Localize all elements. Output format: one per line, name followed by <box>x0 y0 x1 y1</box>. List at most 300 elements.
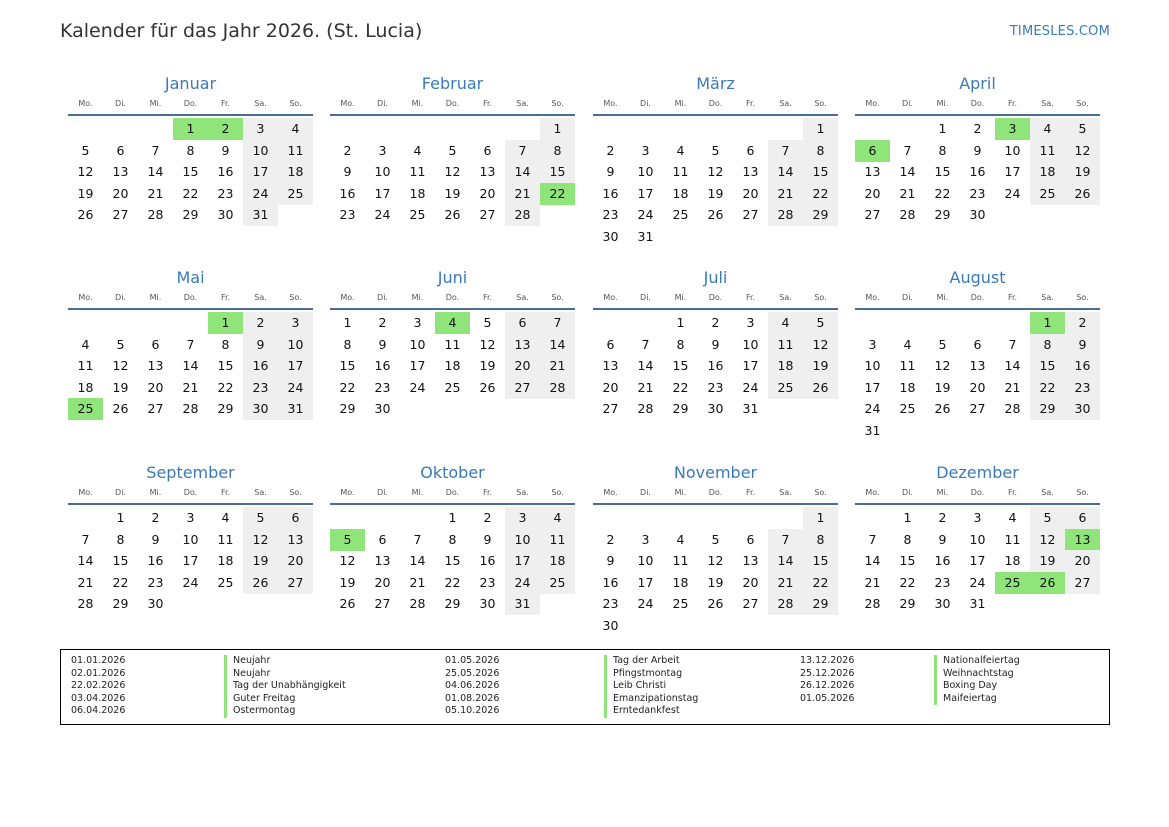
day-cell: 17 <box>505 550 540 572</box>
weekday-label: Di. <box>377 293 388 302</box>
day-cell: 12 <box>707 553 724 569</box>
day-cell: 8 <box>186 142 195 158</box>
weekday-label: Do. <box>708 488 723 497</box>
day-cell: 4 <box>1008 510 1017 525</box>
day-cell: 4 <box>278 118 313 140</box>
weekday-header <box>593 290 838 306</box>
day-cell: 31 <box>969 596 986 612</box>
weekday-label: Do. <box>183 293 198 302</box>
day-cell: 4 <box>81 336 90 352</box>
day-cell: 7 <box>641 336 650 352</box>
day-cell: 3 <box>186 510 195 525</box>
weekday-label: Mo. <box>865 293 880 302</box>
weekday-label: Fr. <box>745 293 756 302</box>
weekday-label: Sa. <box>1041 293 1054 302</box>
day-cell: 3 <box>641 531 650 547</box>
weekday-label: Mi. <box>411 293 424 302</box>
day-cell: 29 <box>112 596 129 612</box>
day-cell: 12 <box>243 529 278 551</box>
day-cell: 23 <box>479 574 496 590</box>
day-cell: 30 <box>217 207 234 223</box>
day-cell: 10 <box>637 164 654 180</box>
holiday-day: 5 <box>330 529 365 551</box>
weekday-header <box>855 290 1100 306</box>
weekday-label: So. <box>289 99 302 108</box>
day-cell: 10 <box>969 531 986 547</box>
day-cell: 17 <box>864 379 881 395</box>
weekday-label: Do. <box>708 293 723 302</box>
day-cell: 7 <box>81 531 90 547</box>
day-cell: 26 <box>707 207 724 223</box>
holiday-date: 03.04.2026 <box>71 692 126 704</box>
weekday-label: Sa. <box>516 293 529 302</box>
month-title: April <box>959 74 996 93</box>
day-cell: 11 <box>1030 140 1065 162</box>
weekday-label: Mo. <box>865 99 880 108</box>
day-cell: 16 <box>217 164 234 180</box>
holiday-name: Nationalfeiertag <box>943 655 1020 666</box>
day-cell: 26 <box>339 596 356 612</box>
weekday-label: Mo. <box>78 488 93 497</box>
day-cell: 21 <box>768 183 803 205</box>
day-cell: 2 <box>938 510 947 525</box>
holiday-name: Neujahr <box>233 655 271 666</box>
day-cell: 19 <box>444 185 461 201</box>
day-cell: 6 <box>378 531 387 547</box>
day-cell: 23 <box>243 377 278 399</box>
day-cell: 23 <box>602 207 619 223</box>
holiday-day: 26 <box>1030 572 1065 594</box>
day-cell: 12 <box>934 358 951 374</box>
day-cell: 19 <box>707 185 724 201</box>
day-cell: 12 <box>479 336 496 352</box>
day-cell: 15 <box>112 553 129 569</box>
day-cell: 13 <box>112 164 129 180</box>
day-cell: 24 <box>637 207 654 223</box>
weekday-label: Fr. <box>1007 488 1018 497</box>
day-cell: 8 <box>676 336 685 352</box>
weekday-label: Do. <box>183 488 198 497</box>
day-cell: 25 <box>278 183 313 205</box>
day-cell: 1 <box>903 510 912 525</box>
weekday-label: Fr. <box>482 293 493 302</box>
day-cell: 17 <box>374 185 391 201</box>
day-cell: 18 <box>768 355 803 377</box>
holiday-date: 04.06.2026 <box>445 680 500 692</box>
day-cell: 13 <box>602 358 619 374</box>
day-cell: 27 <box>278 572 313 594</box>
day-cell: 19 <box>339 574 356 590</box>
day-cell: 16 <box>602 185 619 201</box>
day-cell: 9 <box>606 164 615 180</box>
day-cell: 5 <box>483 315 492 330</box>
day-grid <box>855 312 1100 442</box>
day-cell: 30 <box>707 401 724 417</box>
day-cell: 23 <box>217 185 234 201</box>
weekday-label: So. <box>289 293 302 302</box>
weekday-label: Di. <box>902 293 913 302</box>
day-cell: 13 <box>969 358 986 374</box>
day-cell: 4 <box>676 142 685 158</box>
day-cell: 6 <box>1065 507 1100 529</box>
day-cell: 11 <box>409 164 426 180</box>
day-cell: 16 <box>969 164 986 180</box>
day-cell: 20 <box>505 355 540 377</box>
holiday-date: 22.02.2026 <box>71 680 126 692</box>
day-cell: 6 <box>151 336 160 352</box>
weekday-label: Mi. <box>936 488 949 497</box>
brand-link[interactable]: TIMESLES.COM <box>1009 24 1110 39</box>
day-cell: 28 <box>540 377 575 399</box>
weekday-label: Mo. <box>78 99 93 108</box>
weekday-label: Do. <box>445 293 460 302</box>
month-divider <box>68 503 313 505</box>
day-cell: 18 <box>217 553 234 569</box>
day-grid <box>330 507 575 615</box>
month-title: Juni <box>437 268 468 287</box>
month-title: Februar <box>421 74 484 93</box>
weekday-label: Di. <box>115 293 126 302</box>
day-cell: 8 <box>803 140 838 162</box>
day-cell: 13 <box>374 553 391 569</box>
day-cell: 24 <box>374 207 391 223</box>
holiday-date: 05.10.2026 <box>445 705 500 717</box>
holiday-name: Pfingstmontag <box>613 667 683 679</box>
month-title: Januar <box>164 74 217 93</box>
holiday-day: 22 <box>540 183 575 205</box>
day-cell: 14 <box>1004 358 1021 374</box>
day-cell: 24 <box>505 572 540 594</box>
day-cell: 13 <box>742 164 759 180</box>
day-cell: 15 <box>803 161 838 183</box>
month-märz <box>593 74 838 248</box>
holiday-name: Emanzipationstag <box>613 692 699 704</box>
day-cell: 15 <box>803 550 838 572</box>
day-cell: 5 <box>243 507 278 529</box>
day-cell: 7 <box>540 312 575 334</box>
day-cell: 22 <box>217 379 234 395</box>
day-cell: 26 <box>1065 183 1100 205</box>
holiday-date: 13.12.2026 <box>800 655 855 666</box>
holiday-date: 01.05.2026 <box>445 655 500 666</box>
day-cell: 12 <box>707 164 724 180</box>
holiday-name: Ostermontag <box>233 705 296 717</box>
day-cell: 5 <box>711 142 720 158</box>
day-cell: 31 <box>278 398 313 420</box>
holiday-date: 01.05.2026 <box>800 692 855 704</box>
day-cell: 28 <box>864 596 881 612</box>
day-cell: 15 <box>217 358 234 374</box>
day-cell: 30 <box>147 596 164 612</box>
day-cell: 18 <box>672 185 689 201</box>
day-cell: 17 <box>1004 164 1021 180</box>
weekday-label: Mo. <box>603 99 618 108</box>
day-cell: 29 <box>182 207 199 223</box>
day-cell: 20 <box>742 185 759 201</box>
weekday-label: Di. <box>640 293 651 302</box>
month-divider <box>855 503 1100 505</box>
day-cell: 25 <box>672 596 689 612</box>
weekday-label: Di. <box>377 488 388 497</box>
day-cell: 11 <box>672 553 689 569</box>
day-cell: 14 <box>768 161 803 183</box>
day-cell: 11 <box>77 358 94 374</box>
day-cell: 3 <box>505 507 540 529</box>
month-title: Dezember <box>936 463 1019 482</box>
day-cell: 31 <box>637 229 654 244</box>
holiday-dates-column <box>71 655 125 718</box>
weekday-label: So. <box>551 293 564 302</box>
weekday-label: Mi. <box>411 99 424 108</box>
day-cell: 17 <box>969 553 986 569</box>
weekday-label: Mo. <box>603 293 618 302</box>
weekday-label: Do. <box>970 293 985 302</box>
day-cell: 18 <box>444 358 461 374</box>
holiday-name: Tag der Arbeit <box>613 655 680 666</box>
month-divider <box>330 308 575 310</box>
holiday-date: 25.12.2026 <box>800 667 855 679</box>
day-cell: 13 <box>505 334 540 356</box>
month-august <box>855 268 1100 442</box>
day-cell: 21 <box>77 574 94 590</box>
weekday-label: Mo. <box>865 488 880 497</box>
day-cell: 7 <box>868 531 877 547</box>
day-cell: 1 <box>803 118 838 140</box>
day-cell: 6 <box>505 312 540 334</box>
weekday-label: Mo. <box>340 99 355 108</box>
day-cell: 26 <box>707 596 724 612</box>
day-cell: 31 <box>243 204 278 226</box>
day-cell: 27 <box>505 377 540 399</box>
day-cell: 20 <box>479 185 496 201</box>
day-cell: 20 <box>742 574 759 590</box>
month-september <box>68 463 313 615</box>
day-cell: 26 <box>479 379 496 395</box>
day-cell: 26 <box>243 572 278 594</box>
day-cell: 23 <box>339 207 356 223</box>
day-cell: 9 <box>711 336 720 352</box>
weekday-label: Mo. <box>78 293 93 302</box>
weekday-label: Do. <box>445 99 460 108</box>
weekday-label: So. <box>814 293 827 302</box>
day-cell: 28 <box>147 207 164 223</box>
day-cell: 21 <box>182 379 199 395</box>
day-cell: 29 <box>672 401 689 417</box>
day-cell: 14 <box>77 553 94 569</box>
day-cell: 10 <box>278 334 313 356</box>
day-cell: 2 <box>151 510 160 525</box>
day-cell: 8 <box>803 529 838 551</box>
day-cell: 17 <box>637 185 654 201</box>
day-cell: 17 <box>182 553 199 569</box>
day-cell: 9 <box>343 164 352 180</box>
day-cell: 3 <box>641 142 650 158</box>
day-cell: 24 <box>1004 185 1021 201</box>
weekday-label: Mi. <box>674 99 687 108</box>
day-cell: 28 <box>768 593 803 615</box>
day-cell: 4 <box>540 507 575 529</box>
day-cell: 11 <box>1004 531 1021 547</box>
day-cell: 27 <box>1065 572 1100 594</box>
day-cell: 30 <box>934 596 951 612</box>
day-cell: 28 <box>77 596 94 612</box>
weekday-label: Mi. <box>411 488 424 497</box>
holiday-day: 1 <box>1030 312 1065 334</box>
day-cell: 5 <box>448 142 457 158</box>
day-cell: 24 <box>742 379 759 395</box>
day-cell: 10 <box>409 336 426 352</box>
day-grid <box>593 507 838 637</box>
day-cell: 15 <box>444 553 461 569</box>
day-cell: 21 <box>147 185 164 201</box>
day-cell: 28 <box>505 204 540 226</box>
day-cell: 30 <box>374 401 391 417</box>
day-cell: 23 <box>147 574 164 590</box>
weekday-label: Mi. <box>149 99 162 108</box>
day-cell: 2 <box>243 312 278 334</box>
weekday-header <box>68 96 313 112</box>
holiday-legend <box>60 649 1110 725</box>
holiday-date: 01.01.2026 <box>71 655 126 666</box>
weekday-label: Mi. <box>674 488 687 497</box>
day-cell: 25 <box>899 401 916 417</box>
day-cell: 5 <box>938 336 947 352</box>
day-cell: 27 <box>147 401 164 417</box>
day-grid <box>68 118 313 226</box>
weekday-label: Sa. <box>779 293 792 302</box>
weekday-label: So. <box>814 99 827 108</box>
day-cell: 17 <box>278 355 313 377</box>
day-cell: 22 <box>803 572 838 594</box>
holiday-day: 4 <box>435 312 470 334</box>
day-cell: 30 <box>1065 398 1100 420</box>
day-cell: 19 <box>934 379 951 395</box>
month-divider <box>593 114 838 116</box>
weekday-label: Sa. <box>516 488 529 497</box>
day-cell: 1 <box>540 118 575 140</box>
day-grid <box>593 118 838 248</box>
day-cell: 19 <box>112 379 129 395</box>
day-cell: 3 <box>868 336 877 352</box>
day-cell: 21 <box>505 183 540 205</box>
holiday-date: 01.08.2026 <box>445 692 500 704</box>
weekday-header <box>330 96 575 112</box>
day-cell: 3 <box>973 510 982 525</box>
day-cell: 20 <box>112 185 129 201</box>
day-cell: 27 <box>112 207 129 223</box>
weekday-label: Mo. <box>340 293 355 302</box>
day-cell: 2 <box>483 510 492 525</box>
day-cell: 14 <box>637 358 654 374</box>
month-april <box>855 74 1100 226</box>
day-cell: 22 <box>1030 377 1065 399</box>
day-grid <box>68 312 313 420</box>
day-cell: 31 <box>742 401 759 417</box>
day-cell: 19 <box>243 550 278 572</box>
day-cell: 29 <box>339 401 356 417</box>
weekday-label: Di. <box>902 488 913 497</box>
day-cell: 19 <box>77 185 94 201</box>
day-cell: 15 <box>934 164 951 180</box>
month-mai <box>68 268 313 420</box>
weekday-header <box>855 96 1100 112</box>
weekday-label: Di. <box>115 488 126 497</box>
day-grid <box>330 312 575 420</box>
day-cell: 20 <box>969 379 986 395</box>
day-cell: 27 <box>742 596 759 612</box>
day-cell: 29 <box>934 207 951 223</box>
month-title: November <box>673 463 758 482</box>
day-cell: 20 <box>374 574 391 590</box>
day-cell: 16 <box>339 185 356 201</box>
day-cell: 5 <box>803 312 838 334</box>
day-cell: 14 <box>540 334 575 356</box>
day-cell: 27 <box>864 207 881 223</box>
day-cell: 9 <box>151 531 160 547</box>
day-cell: 8 <box>116 531 125 547</box>
day-cell: 21 <box>409 574 426 590</box>
day-cell: 9 <box>938 531 947 547</box>
weekday-label: Do. <box>970 488 985 497</box>
day-cell: 12 <box>77 164 94 180</box>
day-cell: 7 <box>903 142 912 158</box>
day-cell: 15 <box>540 161 575 183</box>
day-cell: 14 <box>899 164 916 180</box>
day-cell: 12 <box>803 334 838 356</box>
holiday-name: Leib Christi <box>613 680 667 692</box>
day-cell: 27 <box>969 401 986 417</box>
day-cell: 13 <box>278 529 313 551</box>
holiday-dates-column <box>800 655 854 705</box>
weekday-label: Do. <box>970 99 985 108</box>
day-cell: 23 <box>707 379 724 395</box>
weekday-header <box>855 485 1100 501</box>
day-cell: 18 <box>1030 161 1065 183</box>
day-cell: 25 <box>540 572 575 594</box>
weekday-label: Di. <box>902 99 913 108</box>
weekday-label: So. <box>814 488 827 497</box>
day-cell: 27 <box>374 596 391 612</box>
day-cell: 12 <box>1030 529 1065 551</box>
holiday-names-column <box>934 655 1020 705</box>
day-cell: 1 <box>676 315 685 330</box>
day-cell: 21 <box>637 379 654 395</box>
holiday-day: 25 <box>68 398 103 420</box>
holiday-day: 6 <box>855 140 890 162</box>
day-cell: 17 <box>409 358 426 374</box>
day-cell: 26 <box>934 401 951 417</box>
weekday-label: Fr. <box>220 488 231 497</box>
day-cell: 20 <box>602 379 619 395</box>
month-oktober <box>330 463 575 615</box>
day-cell: 28 <box>1004 401 1021 417</box>
weekday-label: Mo. <box>603 488 618 497</box>
month-februar <box>330 74 575 226</box>
day-cell: 23 <box>602 596 619 612</box>
day-cell: 10 <box>505 529 540 551</box>
day-cell: 24 <box>864 401 881 417</box>
day-cell: 31 <box>505 593 540 615</box>
weekday-label: Fr. <box>220 99 231 108</box>
month-divider <box>330 114 575 116</box>
day-cell: 8 <box>221 336 230 352</box>
day-cell: 1 <box>116 510 125 525</box>
day-cell: 5 <box>711 531 720 547</box>
day-cell: 22 <box>339 379 356 395</box>
holiday-date: 02.01.2026 <box>71 667 126 679</box>
day-cell: 2 <box>343 142 352 158</box>
holiday-name: Maifeiertag <box>943 692 997 704</box>
